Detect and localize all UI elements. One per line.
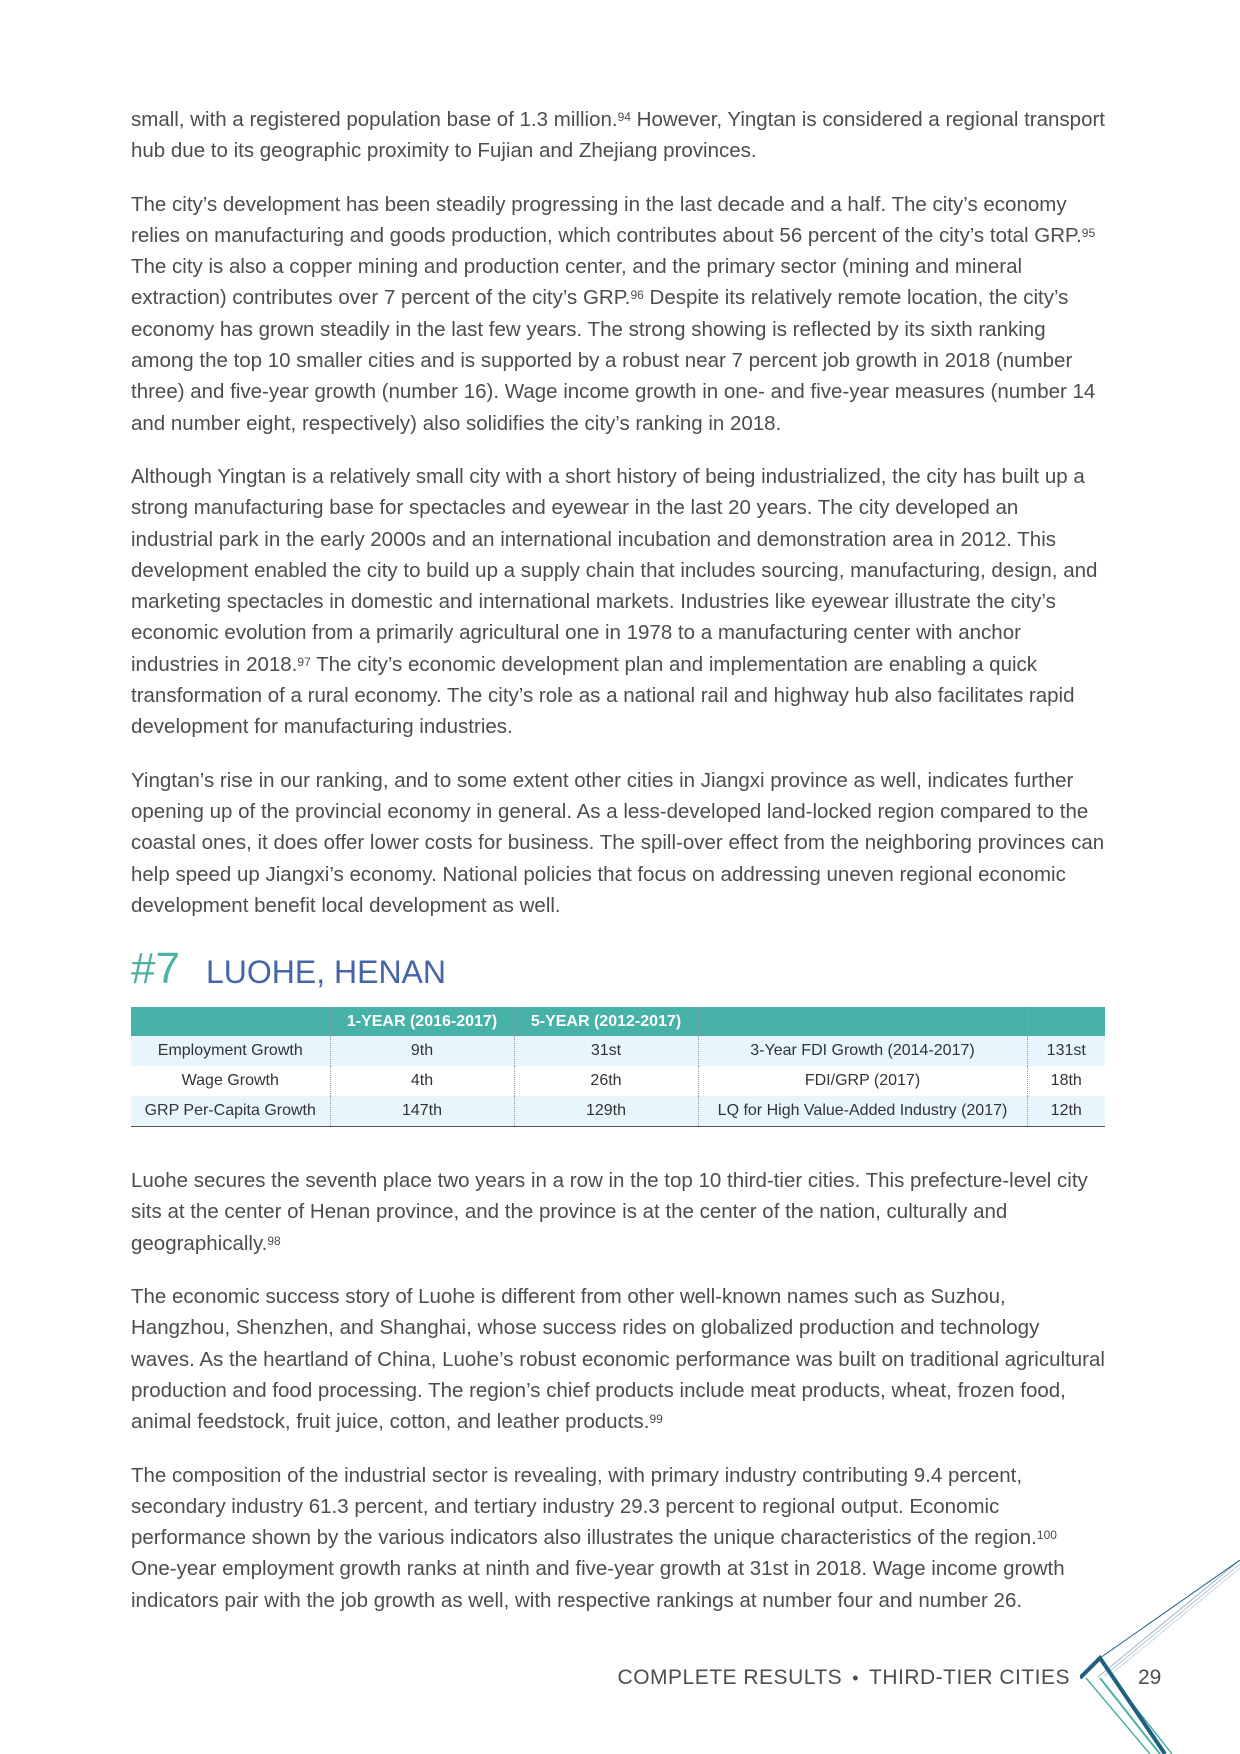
page-content [131, 104, 1105, 1638]
table-header [698, 1007, 1027, 1036]
page-number: 29 [1138, 1666, 1162, 1689]
table-cell: Wage Growth [131, 1066, 330, 1096]
footnote-ref[interactable]: 94 [617, 110, 631, 124]
table-header [131, 1007, 330, 1036]
table-cell: Employment Growth [131, 1036, 330, 1066]
footer-separator: • [852, 1667, 859, 1688]
table-cell: FDI/GRP (2017) [698, 1066, 1027, 1096]
table-cell: 12th [1027, 1096, 1105, 1127]
corner-decoration-icon [1080, 1560, 1240, 1754]
rank-number: #7 [131, 944, 180, 994]
city-name: LUOHE, HENAN [205, 954, 446, 991]
running-footer [618, 1666, 1070, 1690]
table-header-row [131, 1007, 1105, 1036]
footnote-ref[interactable]: 100 [1036, 1528, 1057, 1543]
table-cell: 26th [514, 1066, 698, 1096]
table-cell: 4th [330, 1066, 514, 1096]
table-cell: 9th [330, 1036, 514, 1066]
table-cell: 147th [330, 1096, 514, 1127]
paragraph-luohe-2: The economic success story of Luohe is different from other well-known names such as Suzhou, Hangzhou, Shenzhen, and Shanghai, whose success rides on globalized production and technology waves. As the heartland of China, Luohe’s robust economic performance was built on traditional agricultural production and food processing. The region’s chief products include meat products, wheat, frozen food, animal feedstock, fruit juice, cotton, and leather products.$^{99}$ [131, 1285, 1105, 1434]
footnote-ref[interactable]: 96 [630, 288, 644, 303]
section-heading [131, 944, 1105, 1001]
table-cell: 31st [514, 1036, 698, 1066]
paragraph-yingtan-2: The city’s development has been steadily progressing in the last decade and a half. The city’s economy relies on manufacturing and goods production, which contributes about 56 percent of the city’s total GRP.$^{95}$ The city is also a copper mining and production center, and the primary sector (mining and mineral extraction) contributes over 7 percent of the city’s GRP.$^{96}$ Despite its relatively remote location, the city’s economy has grown steadily in the last few years. The strong showing is reflected by its sixth ranking among the top 10 smaller cities and is supported by a robust near 7 percent job growth in 2018 (number three) and five-year growth (number 16). Wage income growth in one- and five-year measures (number 14 and number eight, respectively) also solidifies the city’s ranking in 2018. [131, 192, 1096, 435]
table-cell: LQ for High Value-Added Industry (2017) [698, 1096, 1027, 1127]
table-header: 1-YEAR (2016-2017) [330, 1007, 514, 1036]
table-cell: 131st [1027, 1036, 1105, 1066]
footnote-ref[interactable]: 98 [267, 1233, 281, 1248]
table-cell: 18th [1050, 1072, 1082, 1090]
footnote-ref[interactable]: 97 [297, 654, 311, 669]
paragraph-yingtan-1: small, with a registered population base of 1.3 million.$^{94}$ However, Yingtan is considered a regional transport hub due to its geographic proximity to Fujian and Zhejiang provinces. [131, 108, 1105, 163]
footnote-ref[interactable]: 99 [649, 1412, 663, 1427]
paragraph-luohe-3: The composition of the industrial sector is revealing, with primary industry contributing 9.4 percent, secondary industry 61.3 percent, and tertiary industry 29.3 percent to regional output. Economic performance shown by the various indicators also illustrates the unique characteristics of the region.$^{100}$ One-year employment growth ranks at ninth and five-year growth at 31st in 2018. Wage income growth indicators pair with the job growth as well, with respective rankings at number four and number 26. [131, 1463, 1065, 1612]
table-row [131, 1096, 1105, 1127]
paragraph-yingtan-4: Yingtan’s rise in our ranking, and to some extent other cities in Jiangxi province as well, indicates further opening up of the provincial economy in general. As a less-developed land-locked region compared to the coastal ones, it does offer lower costs for business. The spill-over effect from the neighboring provinces can help speed up Jiangxi’s economy. National policies that focus on addressing uneven regional economic development benefit local development as well. [131, 768, 1105, 917]
ranking-table [131, 1007, 1105, 1127]
table-header [1027, 1007, 1105, 1036]
footer-subsection: THIRD-TIER CITIES [869, 1666, 1070, 1689]
paragraph-luohe-1: Luohe secures the seventh place two years in a row in the top 10 third-tier cities. This prefecture-level city sits at the center of Henan province, and the province is at the center of the nation, culturally and geographically.$^{98}$ [131, 1169, 1088, 1255]
footer-section: COMPLETE RESULTS [617, 1666, 843, 1689]
table-header: 5-YEAR (2012-2017) [514, 1007, 698, 1036]
table-cell: 3-Year FDI Growth (2014-2017) [698, 1036, 1027, 1066]
table-cell: GRP Per-Capita Growth [131, 1096, 330, 1127]
table-row [131, 1066, 1105, 1096]
footnote-ref[interactable]: 95 [1081, 225, 1096, 240]
table-cell: 129th [514, 1096, 698, 1127]
paragraph-yingtan-3: Although Yingtan is a relatively small city with a short history of being industrialized, the city has built up a strong manufacturing base for spectacles and eyewear in the last 20 years. The city developed an industrial park in the early 2000s and an international incubation and demonstration area in 2012. This development enabled the city to build up a supply chain that includes sourcing, manufacturing, design, and marketing spectacles in domestic and international markets. Industries like eyewear illustrate the city’s economic evolution from a primarily agricultural one in 1978 to a manufacturing center with anchor industries in 2018.97 The city’s economic development plan and implementation are enabling a quick transformation of a rural economy. The city’s role as a national rail and highway hub also facilitates rapid development for manufacturing industries. [131, 464, 1098, 739]
table-row [131, 1036, 1105, 1066]
